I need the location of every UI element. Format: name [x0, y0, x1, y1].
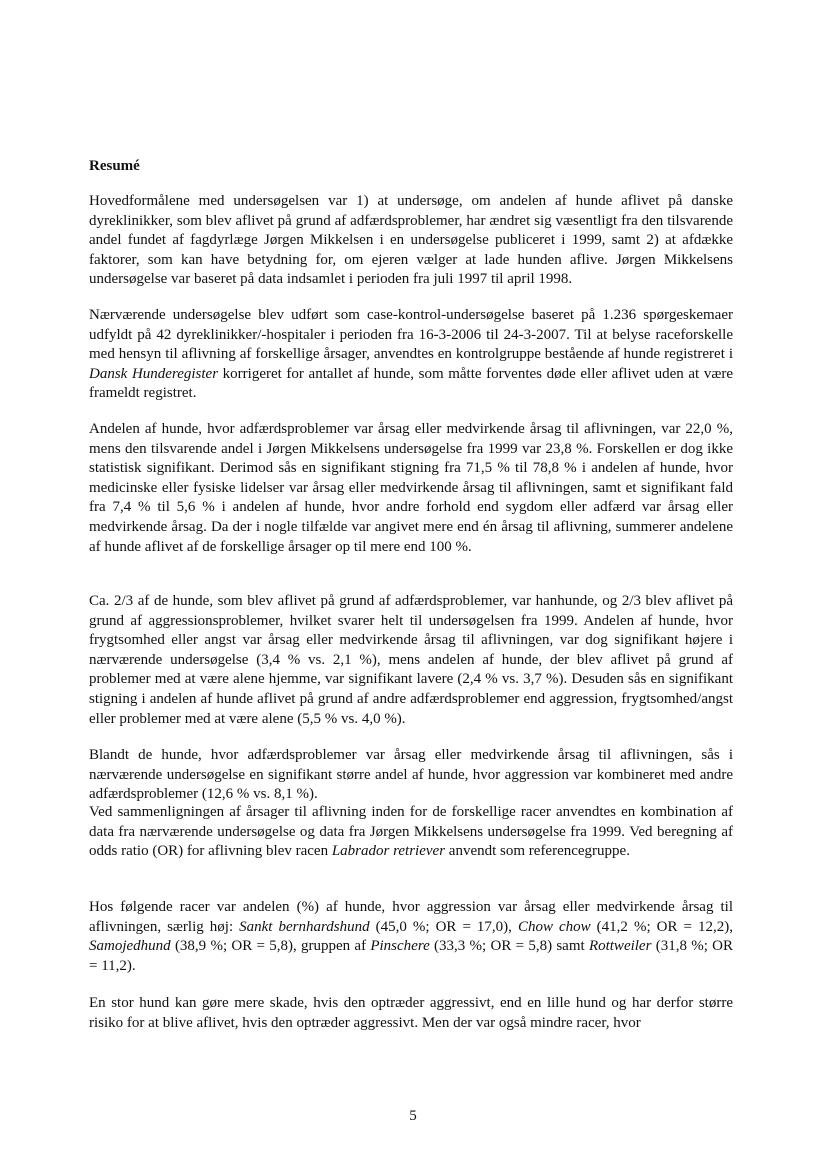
page-number: 5: [409, 1108, 417, 1124]
paragraph-text: (33,3 %; OR = 5,8) samt: [429, 938, 589, 955]
paragraph-text: (41,2 %; OR = 12,2),: [590, 918, 733, 935]
paragraph-results-combined: Blandt de hunde, hvor adfærdsproblemer var årsag eller medvirkende årsag til aflivningen, sås i nærværende undersøgelse en signifikant større andel af hunde, hvor aggression var kombineret med andre adfærdsproblemer (12,6 % vs. 8,1 %).: [89, 747, 733, 803]
italic-term: Sankt bernhardshund: [239, 918, 370, 935]
paragraph-text: anvendt som referencegruppe.: [445, 843, 630, 860]
paragraph-text: Nærværende undersøgelse blev udført som case-kontrol-undersøgelse baseret på 1.236 spørgeskemaer udfyldt på 42 dyreklinikker/-hospitaler i perioden fra 16-3-2006 til 24-3-2007. Til at belyse raceforskelle med hensyn til aflivning af forskellige årsager, anvendtes en kontrolgruppe bestående af hunde registreret i: [89, 307, 733, 363]
paragraph-text: Ved sammenligningen af årsager til aflivning inden for de forskellige racer anvendtes en kombination af data fra nærværende undersøgelse og data fra Jørgen Mikkelsens undersøgelse fra 1999. Ved beregning af odds ratio (OR) for aflivning blev racen: [89, 804, 733, 860]
paragraph-size-risk: En stor hund kan gøre mere skade, hvis den optræder aggressivt, end en lille hund og har derfor større risiko for at blive aflivet, hvis den optræder aggressivt. Men der var også mindre racer, hvor: [89, 995, 733, 1031]
paragraph-method: [89, 306, 733, 404]
paragraph-text: Hos følgende racer var andelen (%) af hunde, hvor aggression var årsag eller medvirkende årsag til aflivningen, særlig høj:: [89, 899, 733, 935]
italic-term: Chow chow: [517, 918, 591, 935]
italic-term: Rottweiler: [588, 938, 652, 955]
paragraph-text: (38,9 %; OR = 5,8), gruppen af: [170, 938, 371, 955]
paragraph-purpose: Hovedformålene med undersøgelsen var 1) at undersøge, om andelen af hunde aflivet på danske dyreklinikker, som blev aflivet på grund af adfærdsproblemer, har ændret sig væsentligt fra den tilsvarende andel fundet af fagdyrlæge Jørgen Mikkelsen i en undersøgelse publiceret i 1999, samt 2) at afdække faktorer, som kan have betydning for, om ejeren vælger at lade hunden aflive. Jørgen Mikkelsens undersøgelse var baseret på data indsamlet i perioden fra juli 1997 til april 1998.: [89, 193, 733, 288]
italic-term: Labrador retriever: [331, 843, 446, 860]
section-heading: Resumé: [89, 158, 140, 174]
paragraph-text: korrigeret for antallet af hunde, som måtte forventes døde eller aflivet uden at være frameldt registret.: [89, 365, 733, 402]
paragraph-breed-aggression: [89, 898, 733, 976]
italic-term: Samojedhund: [89, 938, 171, 955]
paragraph-results-behaviour: Ca. 2/3 af de hunde, som blev aflivet på grund af adfærdsproblemer, var hanhunde, og 2/3 blev aflivet på grund af aggressionsproblemer, hvilket svarer helt til undersøgelsen fra 1999. Andelen af hunde, hvor frygtsomhed eller angst var årsag eller medvirkende årsag til aflivningen, var dog signifikant højere i nærværende undersøgelse (3,4 % vs. 2,1 %), mens andelen af hunde, der blev aflivet på grund af problemer med at være alene hjemme, var signifikant lavere (2,4 % vs. 3,7 %). Desuden sås en signifikant stigning i andelen af hunde aflivet på grund af andre adfærdsproblemer end aggression, frygtsomhed/angst eller problemer med at være alene (5,5 % vs. 4,0 %).: [89, 593, 733, 727]
paragraph-results-overall: Andelen af hunde, hvor adfærdsproblemer var årsag eller medvirkende årsag til aflivningen, var 22,0 %, mens den tilsvarende andel i Jørgen Mikkelsens undersøgelse fra 1999 var 23,8 %. Forskellen er dog ikke statistisk signifikant. Derimod sås en signifikant stigning fra 71,5 % til 78,8 % i andelen af hunde, hvor medicinske eller fysiske lidelser var årsag eller medvirkende årsag til aflivningen, samt et signifikant fald fra 7,4 % til 5,6 % i andelen af hunde, hvor andre forhold end sygdom eller adfærd var årsag eller medvirkende årsag. Da der i nogle tilfælde var angivet mere end én årsag til aflivning, summerer andelene af hunde aflivet af de forskellige årsager op til mere end 100 %.: [89, 421, 733, 555]
paragraph-breed-comparison: [89, 803, 733, 862]
italic-term: Dansk Hunderegister: [89, 365, 219, 382]
italic-term: Pinschere: [370, 938, 430, 955]
paragraph-text: (45,0 %; OR = 17,0),: [369, 918, 518, 935]
paragraph-text: (31,8 %; OR = 11,2).: [89, 938, 733, 974]
